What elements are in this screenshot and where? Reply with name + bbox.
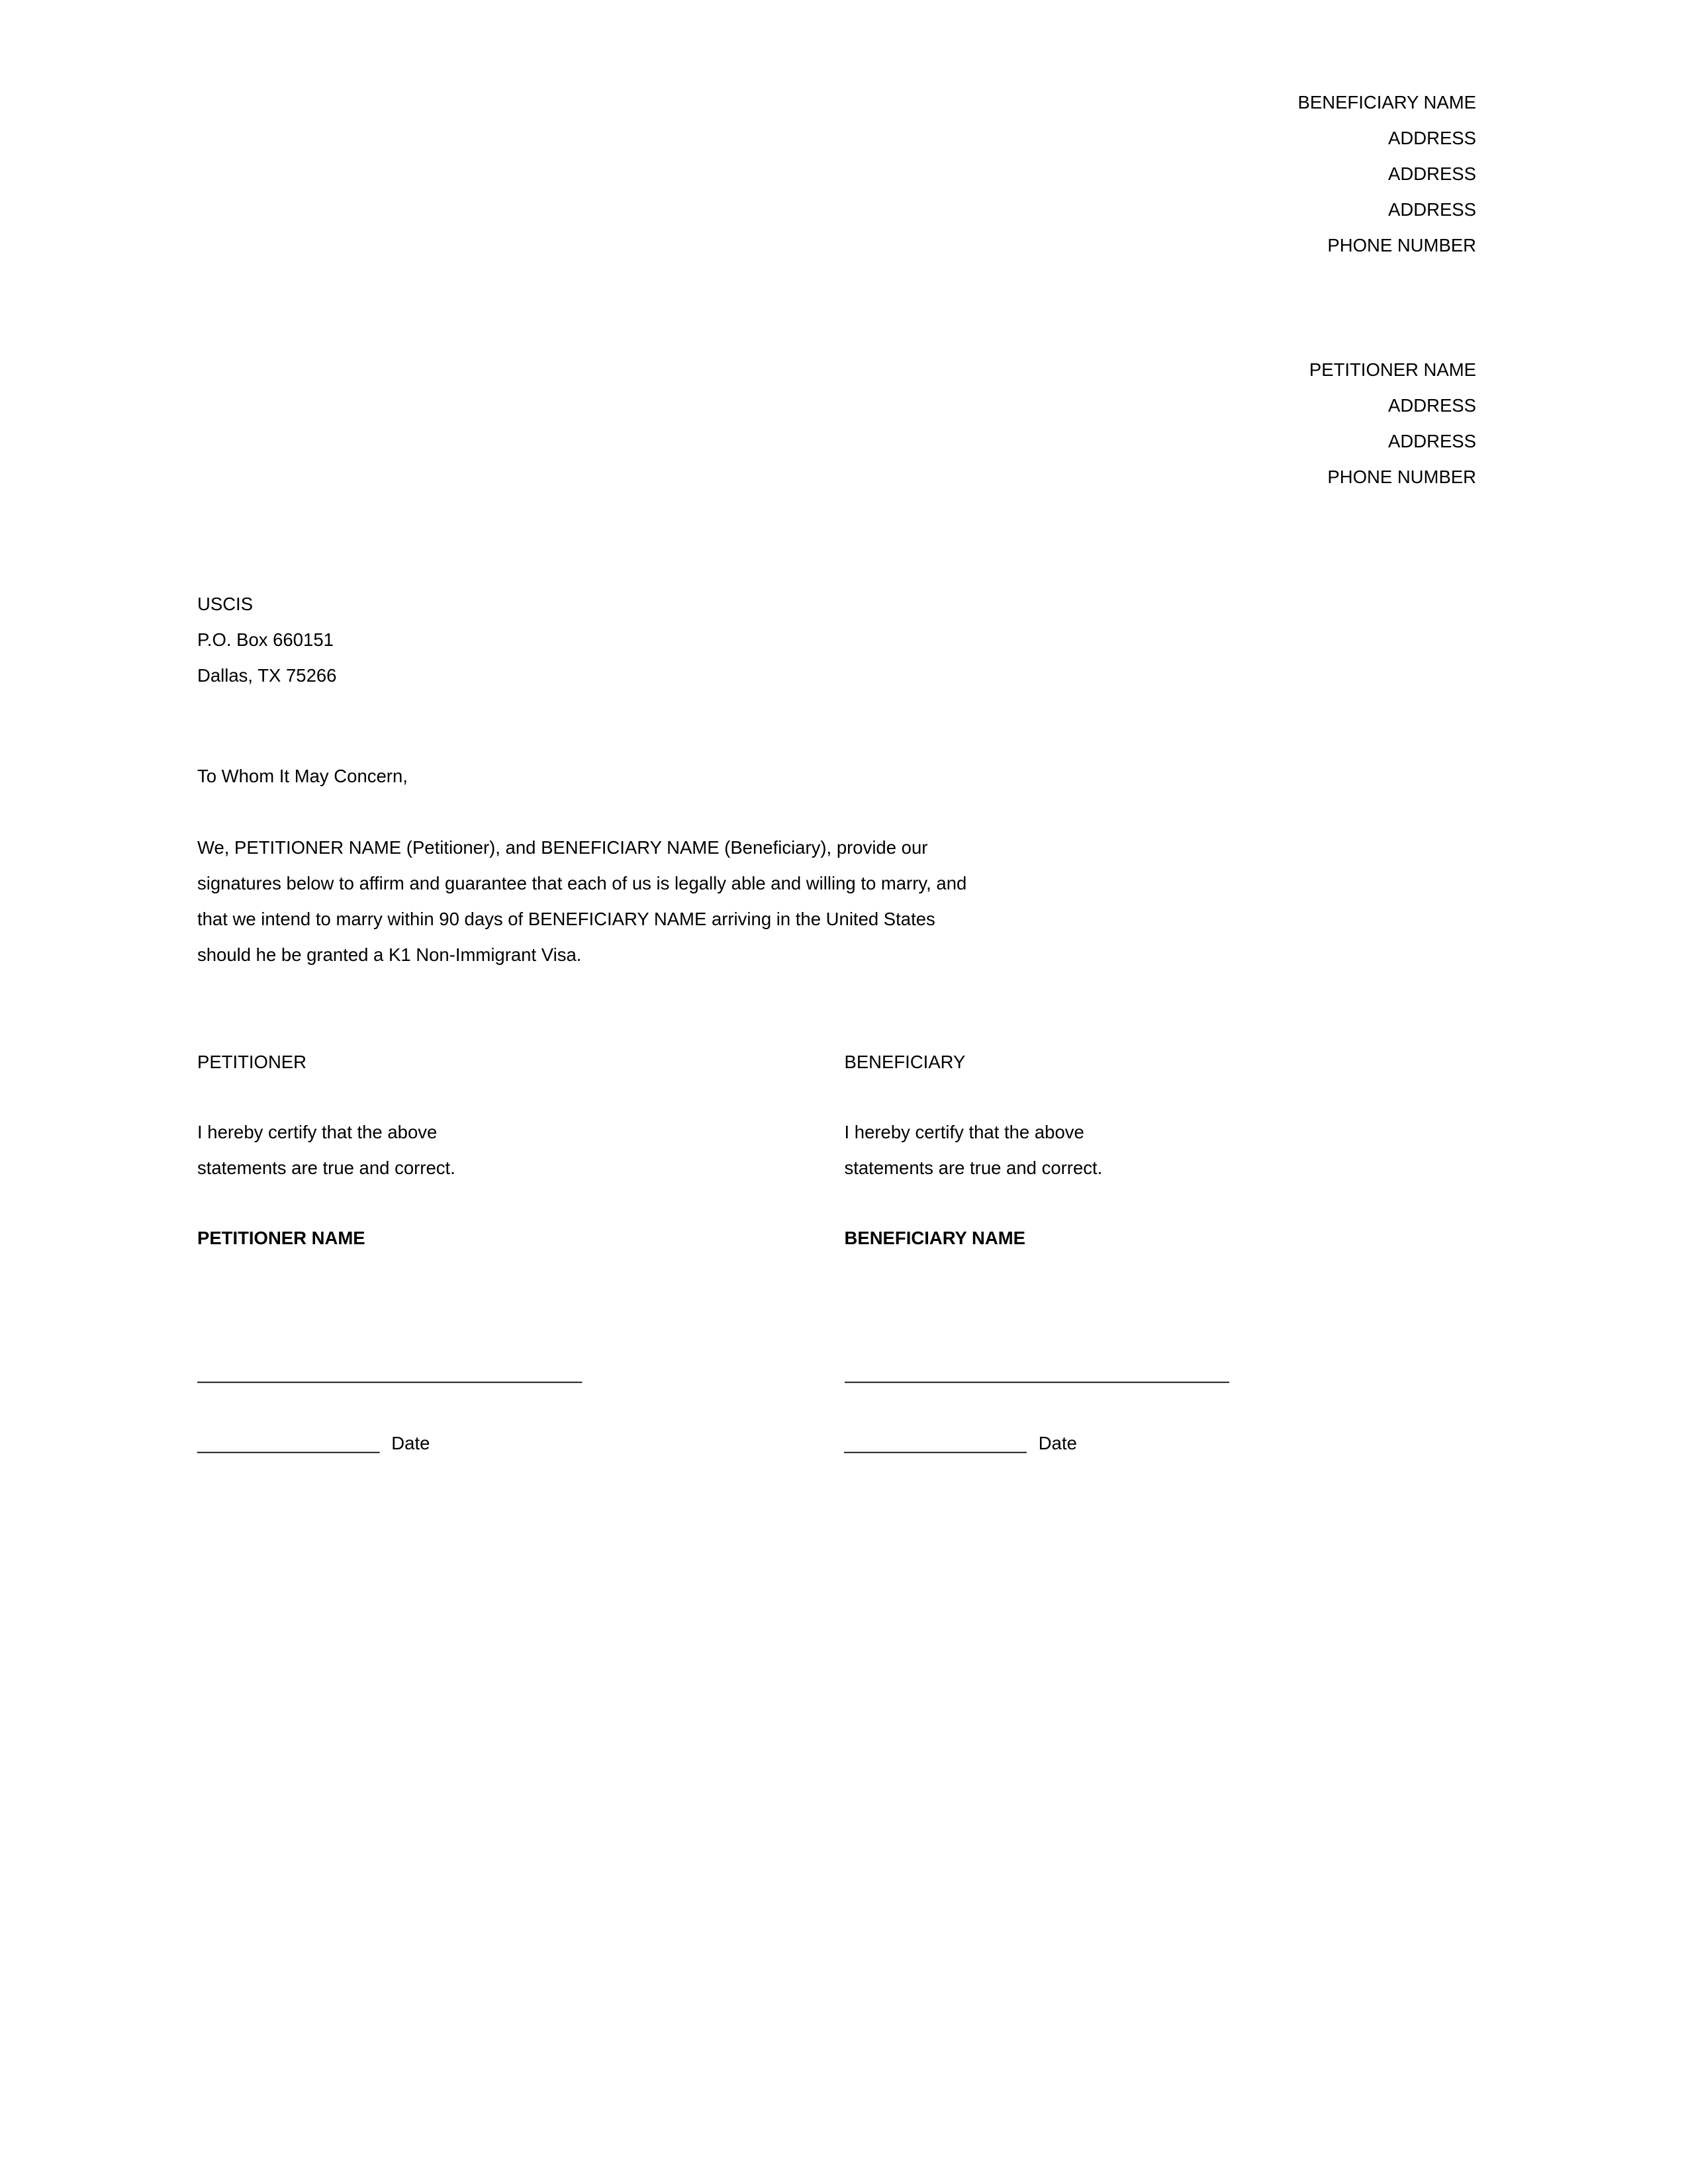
signature-headings-row xyxy=(197,1044,1478,1080)
beneficiary-name: BENEFICIARY NAME xyxy=(1297,92,1476,113)
beneficiary-phone: PHONE NUMBER xyxy=(1327,235,1476,255)
petitioner-column-heading: PETITIONER xyxy=(197,1052,307,1072)
recipient-agency: USCIS xyxy=(197,594,254,614)
petitioner-name: PETITIONER NAME xyxy=(1309,359,1476,380)
petitioner-signature-cell[interactable] xyxy=(197,1355,838,1391)
signature-section xyxy=(197,1044,1478,1461)
beneficiary-name-cell xyxy=(838,1220,1479,1256)
beneficiary-signature-cell[interactable] xyxy=(838,1355,1479,1391)
petitioner-date-row xyxy=(197,1426,838,1461)
recipient-address-block xyxy=(197,586,336,694)
beneficiary-date-cell[interactable] xyxy=(838,1426,1479,1461)
beneficiary-printed-name: BENEFICIARY NAME xyxy=(844,1228,1025,1248)
beneficiary-date-row xyxy=(845,1426,1479,1461)
body-line-1: We, PETITIONER NAME (Petitioner), and BENEFICIARY NAME (Beneficiary), provide our xyxy=(197,837,928,858)
beneficiary-column-heading-cell xyxy=(838,1044,1479,1080)
party-names-row xyxy=(197,1220,1478,1256)
salutation: To Whom It May Concern, xyxy=(197,766,408,786)
beneficiary-address-line-2: ADDRESS xyxy=(1388,163,1476,184)
recipient-po-box: P.O. Box 660151 xyxy=(197,629,334,650)
petitioner-certify-line-2: statements are true and correct. xyxy=(197,1158,455,1178)
certification-row xyxy=(197,1115,1478,1186)
petitioner-certification-cell xyxy=(197,1115,838,1186)
body-line-4: should he be granted a K1 Non-Immigrant Visa. xyxy=(197,944,582,965)
beneficiary-signature-line[interactable]: ______________________________________ xyxy=(844,1363,1229,1383)
beneficiary-certification-cell xyxy=(838,1115,1479,1186)
spacer-after-headings xyxy=(197,1080,1478,1115)
petitioner-signature-line[interactable]: ______________________________________ xyxy=(197,1363,583,1383)
signature-lines-row xyxy=(197,1355,1478,1391)
spacer-after-certification xyxy=(197,1186,1478,1220)
body-line-3: that we intend to marry within 90 days of BENEFICIARY NAME arriving in the United States xyxy=(197,909,935,929)
beneficiary-certify-line-1: I hereby certify that the above xyxy=(844,1122,1084,1142)
petitioner-contact-block xyxy=(1309,352,1476,495)
petitioner-date-line[interactable]: __________________ xyxy=(197,1433,380,1453)
date-lines-row xyxy=(197,1426,1478,1461)
petitioner-name-cell xyxy=(197,1220,838,1256)
beneficiary-contact-block xyxy=(1298,85,1476,263)
beneficiary-date-label: Date xyxy=(1038,1433,1077,1453)
petitioner-certify-line-1: I hereby certify that the above xyxy=(197,1122,438,1142)
spacer-before-signature-lines xyxy=(197,1256,1478,1355)
body-paragraph xyxy=(197,830,1485,973)
body-line-2: signatures below to affirm and guarantee that each of us is legally able and willing to marry, and xyxy=(197,873,967,893)
petitioner-printed-name: PETITIONER NAME xyxy=(197,1228,365,1248)
petitioner-date-label: Date xyxy=(391,1433,430,1453)
beneficiary-address-line-1: ADDRESS xyxy=(1388,128,1476,148)
petitioner-address-line-1: ADDRESS xyxy=(1388,395,1476,416)
beneficiary-certify-line-2: statements are true and correct. xyxy=(844,1158,1103,1178)
petitioner-address-line-2: ADDRESS xyxy=(1388,431,1476,451)
recipient-city-state-zip: Dallas, TX 75266 xyxy=(197,665,337,686)
petitioner-date-cell[interactable] xyxy=(197,1426,838,1461)
petitioner-column-heading-cell xyxy=(197,1044,838,1080)
petitioner-phone: PHONE NUMBER xyxy=(1327,467,1476,487)
spacer-before-date-lines xyxy=(197,1391,1478,1426)
beneficiary-column-heading: BENEFICIARY xyxy=(844,1052,966,1072)
beneficiary-address-line-3: ADDRESS xyxy=(1388,199,1476,220)
beneficiary-date-line[interactable]: __________________ xyxy=(844,1433,1027,1453)
